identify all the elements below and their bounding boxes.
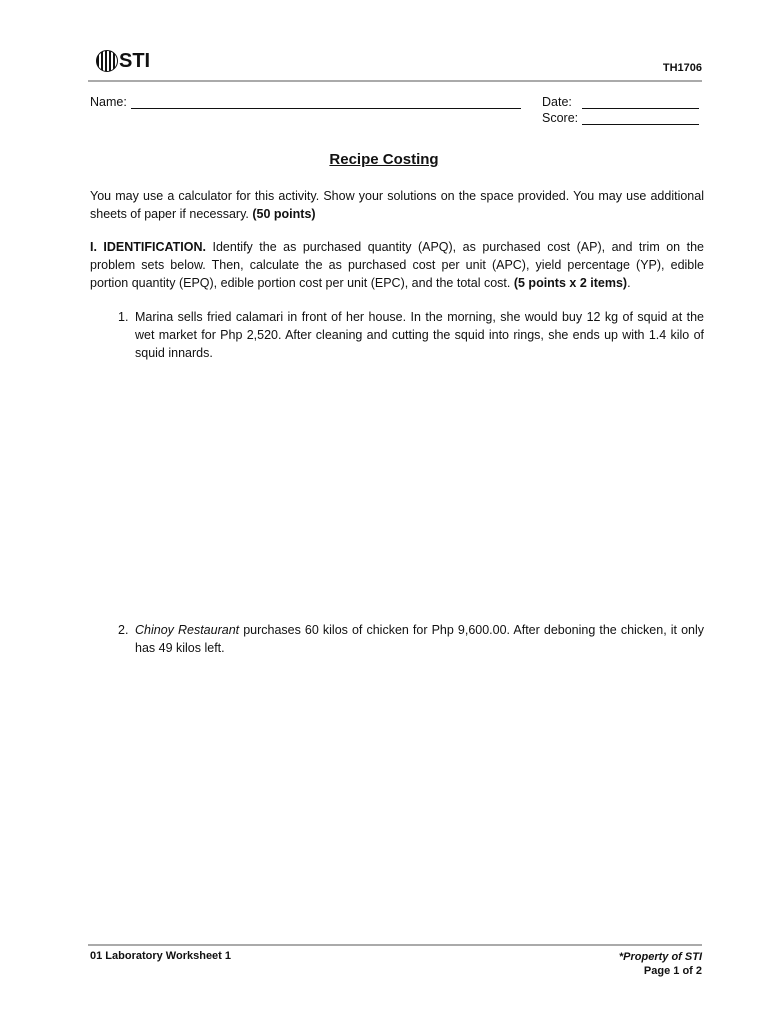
problem-item-2 [118, 621, 704, 657]
score-label: Score: [542, 111, 579, 125]
item-text-wrap [135, 621, 704, 657]
footer-divider [88, 944, 702, 946]
property-notice: *Property of STI [618, 951, 702, 963]
footer-worksheet-title: 01 Laboratory Worksheet 1 [90, 950, 232, 962]
item-number: 2. [118, 623, 129, 637]
footer-right [619, 950, 702, 978]
name-field[interactable] [131, 108, 521, 109]
document-code: TH1706 [662, 62, 702, 74]
date-field[interactable] [582, 108, 699, 109]
page-number: Page 1 of 2 [643, 965, 702, 977]
page-title: Recipe Costing [329, 151, 439, 168]
score-field[interactable] [582, 124, 699, 125]
instructions [90, 187, 704, 223]
section-identification [90, 238, 704, 292]
globe-icon [96, 50, 118, 72]
restaurant-name: Chinoy Restaurant [135, 623, 240, 637]
sti-logo [96, 50, 150, 72]
section-points: (5 points x 2 items) [513, 276, 628, 290]
date-label: Date: [542, 95, 572, 109]
item-number: 1. [118, 310, 129, 324]
item-text: purchases 60 kilos of chicken for Php 9,600.00. After deboning the chicken, it only has 49 kilos left. [135, 623, 704, 655]
name-label: Name: [90, 95, 127, 109]
item-text: Marina sells fried calamari in front of her house. In the morning, she would buy 12 kg of squid at the wet market for Php 2,520. After cleaning and cutting the squid into rings, she ends up with 1.4 kilo of squid innards. [135, 310, 704, 360]
instructions-text: You may use a calculator for this activity. Show your solutions on the space provided. You may use additional sheets of paper if necessary. [90, 189, 704, 221]
instructions-points: (50 points) [252, 207, 316, 221]
problem-item-1 [118, 308, 704, 362]
section-text: Identify the as purchased quantity (APQ), as purchased cost (AP), and trim on the problem sets below. Then, calculate the as purchased cost per unit (APC), yield percentage (YP), edible portion quantity (EPQ), edible portion cost per unit (EPC), and the total cost. [90, 240, 704, 290]
section-end: . [627, 276, 631, 290]
section-heading: I. IDENTIFICATION. [90, 240, 206, 254]
logo-text: STI [119, 50, 151, 72]
header-divider [88, 80, 702, 82]
